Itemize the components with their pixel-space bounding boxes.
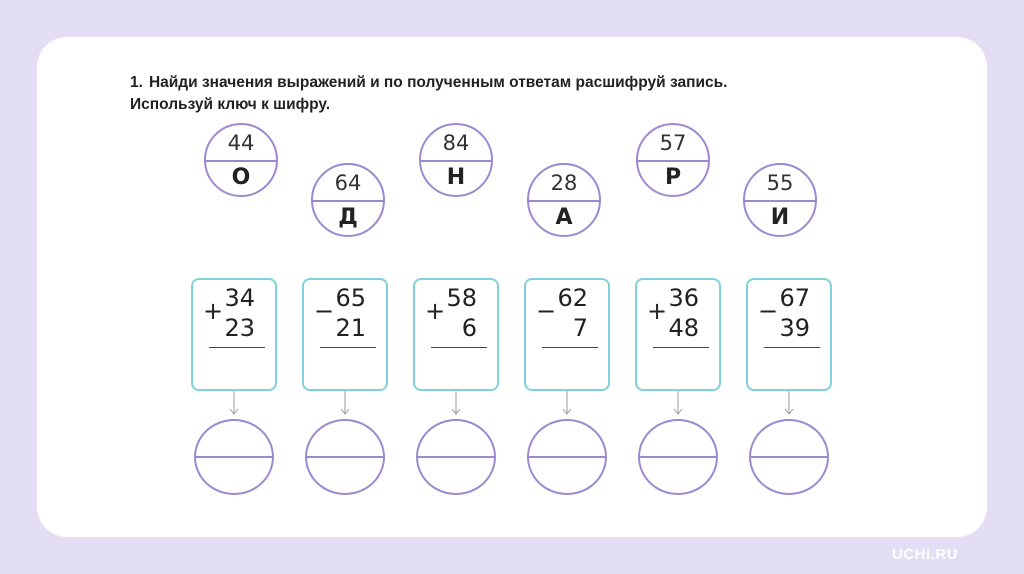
task-number: 1. [130, 74, 143, 91]
key-divider [421, 160, 491, 162]
key-number: 44 [227, 131, 255, 155]
first-operand: 34 [224, 284, 255, 312]
key-divider [206, 160, 276, 162]
expression-box-5 [635, 278, 721, 391]
answer-circle-3[interactable] [416, 419, 496, 495]
first-operand: 67 [779, 284, 810, 312]
task-line-1 [130, 72, 890, 94]
answer-circle-5[interactable] [638, 419, 718, 495]
key-number: 55 [766, 171, 794, 195]
key-letter: Д [338, 205, 358, 230]
answer-divider [751, 456, 827, 458]
first-operand: 58 [446, 284, 477, 312]
expression-box-3 [413, 278, 499, 391]
arrow-down-icon [672, 391, 684, 417]
answer-circle-6[interactable] [749, 419, 829, 495]
key-number: 57 [659, 131, 687, 155]
key-divider [313, 200, 383, 202]
key-letter: Н [446, 165, 466, 190]
second-operand: 23 [224, 314, 255, 342]
task-line-2: Используй ключ к шифру. [130, 96, 331, 113]
key-circle-1 [204, 123, 278, 197]
key-number: 28 [550, 171, 578, 195]
key-letter: О [231, 165, 251, 190]
sum-line [542, 347, 598, 348]
operator-sign: + [647, 297, 668, 325]
first-operand: 65 [335, 284, 366, 312]
key-divider [638, 160, 708, 162]
key-divider [745, 200, 815, 202]
answer-circle-2[interactable] [305, 419, 385, 495]
key-circle-4 [527, 163, 601, 237]
key-number: 64 [334, 171, 362, 195]
second-operand: 21 [335, 314, 366, 342]
operator-sign: − [758, 297, 779, 325]
sum-line [764, 347, 820, 348]
answer-circle-4[interactable] [527, 419, 607, 495]
key-letter: А [555, 205, 573, 230]
operator-sign: + [203, 297, 224, 325]
expression-box-4 [524, 278, 610, 391]
expression-box-1 [191, 278, 277, 391]
expression-box-6 [746, 278, 832, 391]
sum-line [653, 347, 709, 348]
second-operand: 39 [779, 314, 810, 342]
sum-line [431, 347, 487, 348]
answer-divider [418, 456, 494, 458]
arrow-down-icon [339, 391, 351, 417]
answer-divider [529, 456, 605, 458]
task-instruction: Найди значения выражений и по полученным ответам расшифруй запись. [148, 74, 728, 91]
answer-circle-1[interactable] [194, 419, 274, 495]
arrow-down-icon [228, 391, 240, 417]
key-number: 84 [442, 131, 470, 155]
expression-box-2 [302, 278, 388, 391]
answer-divider [307, 456, 383, 458]
first-operand: 36 [668, 284, 699, 312]
answer-divider [640, 456, 716, 458]
key-divider [529, 200, 599, 202]
key-circle-2 [311, 163, 385, 237]
operator-sign: + [425, 297, 446, 325]
second-operand: 7 [572, 314, 588, 342]
second-operand: 6 [461, 314, 477, 342]
key-circle-5 [636, 123, 710, 197]
operator-sign: − [536, 297, 557, 325]
second-operand: 48 [668, 314, 699, 342]
answer-divider [196, 456, 272, 458]
key-circle-3 [419, 123, 493, 197]
arrow-down-icon [561, 391, 573, 417]
task-text [130, 72, 890, 116]
key-letter: И [770, 205, 790, 230]
sum-line [209, 347, 265, 348]
operator-sign: − [314, 297, 335, 325]
arrow-down-icon [450, 391, 462, 417]
arrow-down-icon [783, 391, 795, 417]
first-operand: 62 [557, 284, 588, 312]
key-circle-6 [743, 163, 817, 237]
brand-logo: UCHi.RU [892, 546, 958, 563]
key-letter: Р [664, 165, 682, 190]
sum-line [320, 347, 376, 348]
